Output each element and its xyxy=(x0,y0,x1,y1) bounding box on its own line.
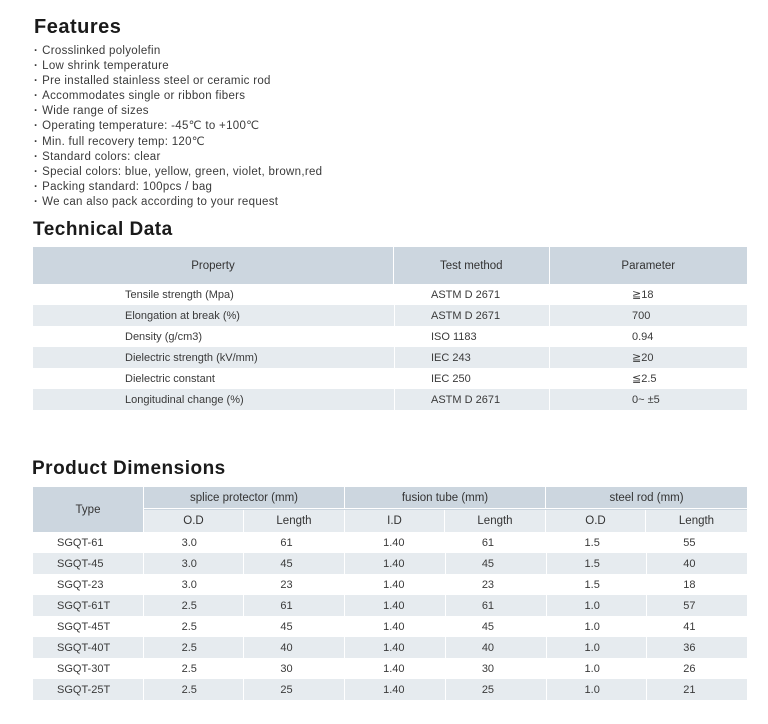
header-group-splice-protector: splice protector (mm) xyxy=(144,487,345,509)
product-dimensions-row xyxy=(33,532,747,553)
product-dimensions-header xyxy=(33,487,747,532)
steel-length-cell: 18 xyxy=(646,574,747,595)
splice-length-cell: 45 xyxy=(243,553,344,574)
technical-data-header-row xyxy=(33,247,747,284)
subheader-fusion-length: Length xyxy=(445,510,546,532)
test-method-cell: ASTM D 2671 xyxy=(394,284,549,305)
fusion-length-cell: 61 xyxy=(445,532,546,553)
technical-data-row xyxy=(33,389,747,410)
feature-item: · Accommodates single or ribbon fibers xyxy=(34,89,322,104)
fusion-length-cell: 61 xyxy=(445,595,546,616)
type-cell: SGQT-25T xyxy=(57,683,111,696)
steel-length-cell: 55 xyxy=(646,532,747,553)
steel-od-cell: 1.0 xyxy=(546,658,647,679)
steel-od-cell: 1.5 xyxy=(546,553,647,574)
parameter-cell: ≧20 xyxy=(549,347,747,368)
subheader-fusion-id: I.D xyxy=(345,510,445,532)
header-test-method: Test method xyxy=(394,247,550,284)
fusion-length-cell: 45 xyxy=(445,616,546,637)
steel-od-cell: 1.5 xyxy=(546,532,647,553)
product-dimensions-row xyxy=(33,595,747,616)
splice-length-cell: 61 xyxy=(243,595,344,616)
feature-item: · Low shrink temperature xyxy=(34,59,322,74)
splice-od-cell: 2.5 xyxy=(143,595,244,616)
parameter-cell: 700 xyxy=(549,305,747,326)
steel-od-cell: 1.0 xyxy=(546,679,647,700)
product-dimensions-row xyxy=(33,637,747,658)
splice-od-cell: 3.0 xyxy=(143,574,244,595)
technical-data-row xyxy=(33,326,747,347)
feature-item: · Operating temperature: -45℃ to +100℃ xyxy=(34,119,322,134)
splice-length-cell: 45 xyxy=(243,616,344,637)
type-cell: SGQT-30T xyxy=(57,662,111,675)
test-method-cell: ISO 1183 xyxy=(394,326,549,347)
splice-od-cell: 2.5 xyxy=(143,616,244,637)
parameter-cell: 0~ ±5 xyxy=(549,389,747,410)
property-cell: Density (g/cm3) xyxy=(125,330,203,343)
fusion-length-cell: 25 xyxy=(445,679,546,700)
fusion-id-cell: 1.40 xyxy=(344,532,445,553)
parameter-cell: ≦2.5 xyxy=(549,368,747,389)
splice-length-cell: 23 xyxy=(243,574,344,595)
header-parameter: Parameter xyxy=(621,259,676,272)
fusion-length-cell: 40 xyxy=(445,637,546,658)
property-cell: Elongation at break (%) xyxy=(125,309,240,322)
subheader-steel-od: O.D xyxy=(546,510,646,532)
steel-length-cell: 36 xyxy=(646,637,747,658)
splice-length-cell: 30 xyxy=(243,658,344,679)
splice-length-cell: 25 xyxy=(243,679,344,700)
splice-od-cell: 2.5 xyxy=(143,679,244,700)
property-cell: Dielectric strength (kV/mm) xyxy=(125,351,258,364)
steel-length-cell: 40 xyxy=(646,553,747,574)
type-cell: SGQT-61 xyxy=(57,536,104,549)
technical-data-row xyxy=(33,347,747,368)
parameter-cell: 0.94 xyxy=(549,326,747,347)
property-cell: Tensile strength (Mpa) xyxy=(125,288,234,301)
steel-length-cell: 41 xyxy=(646,616,747,637)
feature-item: · Min. full recovery temp: 120℃ xyxy=(34,135,322,150)
product-dimensions-row xyxy=(33,574,747,595)
test-method-cell: ASTM D 2671 xyxy=(394,305,549,326)
technical-data-table xyxy=(33,247,747,410)
splice-od-cell: 2.5 xyxy=(143,637,244,658)
fusion-id-cell: 1.40 xyxy=(344,553,445,574)
fusion-length-cell: 23 xyxy=(445,574,546,595)
splice-od-cell: 3.0 xyxy=(143,553,244,574)
splice-length-cell: 61 xyxy=(243,532,344,553)
test-method-cell: IEC 243 xyxy=(394,347,549,368)
fusion-id-cell: 1.40 xyxy=(344,679,445,700)
product-dimensions-row xyxy=(33,679,747,700)
feature-item: · Packing standard: 100pcs / bag xyxy=(34,180,322,195)
header-property: Property xyxy=(33,247,394,284)
type-cell: SGQT-45T xyxy=(57,620,111,633)
property-cell: Longitudinal change (%) xyxy=(125,393,244,406)
header-type: Type xyxy=(33,487,144,532)
fusion-length-cell: 30 xyxy=(445,658,546,679)
header-group-fusion-tube: fusion tube (mm) xyxy=(345,487,546,509)
steel-od-cell: 1.5 xyxy=(546,574,647,595)
features-list xyxy=(34,44,322,210)
type-cell: SGQT-23 xyxy=(57,578,104,591)
feature-item: · Pre installed stainless steel or ceramic rod xyxy=(34,74,322,89)
product-dimensions-title: Product Dimensions xyxy=(32,458,226,479)
technical-data-row xyxy=(33,368,747,389)
product-dimensions-row xyxy=(33,658,747,679)
product-dimensions-row xyxy=(33,616,747,637)
technical-data-row xyxy=(33,305,747,326)
type-cell: SGQT-61T xyxy=(57,599,111,612)
test-method-cell: IEC 250 xyxy=(394,368,549,389)
feature-item: · Standard colors: clear xyxy=(34,150,322,165)
splice-od-cell: 3.0 xyxy=(143,532,244,553)
type-cell: SGQT-45 xyxy=(57,557,104,570)
steel-length-cell: 21 xyxy=(646,679,747,700)
steel-length-cell: 57 xyxy=(646,595,747,616)
feature-item: · Wide range of sizes xyxy=(34,104,322,119)
technical-data-row xyxy=(33,284,747,305)
fusion-id-cell: 1.40 xyxy=(344,637,445,658)
feature-item: · Special colors: blue, yellow, green, violet, brown,red xyxy=(34,165,322,180)
product-dimensions-table xyxy=(33,487,747,700)
steel-od-cell: 1.0 xyxy=(546,595,647,616)
technical-data-title: Technical Data xyxy=(33,219,173,240)
splice-length-cell: 40 xyxy=(243,637,344,658)
fusion-id-cell: 1.40 xyxy=(344,658,445,679)
steel-length-cell: 26 xyxy=(646,658,747,679)
subheader-splice-od: O.D xyxy=(144,510,244,532)
steel-od-cell: 1.0 xyxy=(546,616,647,637)
fusion-id-cell: 1.40 xyxy=(344,616,445,637)
header-group-steel-rod: steel rod (mm) xyxy=(546,487,747,509)
steel-od-cell: 1.0 xyxy=(546,637,647,658)
feature-item: · We can also pack according to your request xyxy=(34,195,322,210)
property-cell: Dielectric constant xyxy=(125,372,215,385)
fusion-length-cell: 45 xyxy=(445,553,546,574)
type-cell: SGQT-40T xyxy=(57,641,111,654)
subheader-splice-length: Length xyxy=(244,510,345,532)
subheader-steel-length: Length xyxy=(646,510,747,532)
test-method-cell: ASTM D 2671 xyxy=(394,389,549,410)
product-dimensions-row xyxy=(33,553,747,574)
fusion-id-cell: 1.40 xyxy=(344,595,445,616)
fusion-id-cell: 1.40 xyxy=(344,574,445,595)
splice-od-cell: 2.5 xyxy=(143,658,244,679)
features-title: Features xyxy=(34,16,122,38)
parameter-cell: ≧18 xyxy=(549,284,747,305)
feature-item: · Crosslinked polyolefin xyxy=(34,44,322,59)
